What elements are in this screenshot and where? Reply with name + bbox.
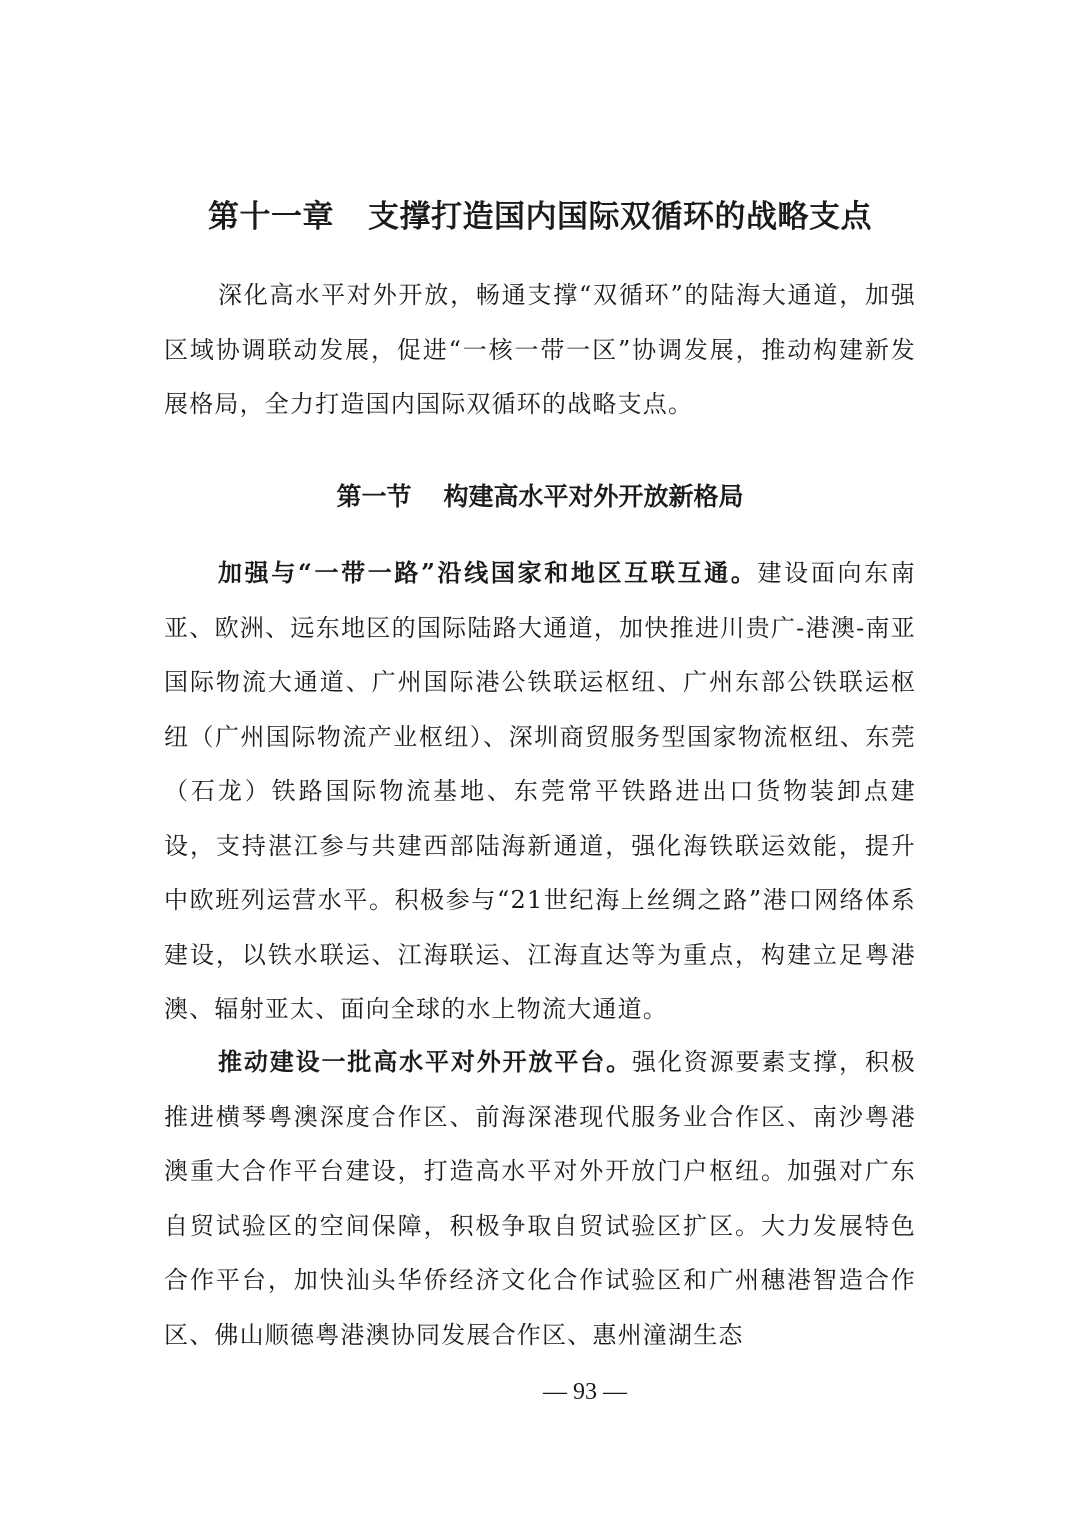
body-paragraph (164, 1035, 916, 1362)
section-heading (0, 472, 1080, 522)
section-number: 第一节 (336, 482, 412, 511)
paragraph-lead-sentence: 加强与“一带一路”沿线国家和地区互联互通。 (218, 558, 758, 587)
chapter-heading (0, 190, 1080, 244)
section-title: 构建高水平对外开放新格局 (443, 482, 744, 511)
page-number: — 93 — (543, 1379, 627, 1405)
paragraph-lead-sentence: 推动建设一批高水平对外开放平台。 (218, 1047, 633, 1076)
chapter-number: 第十一章 (208, 199, 334, 235)
intro-paragraph: 深化高水平对外开放，畅通支撑“双循环”的陆海大通道，加强区域协调联动发展，促进“一核一带一区”协调发展，推动构建新发展格局，全力打造国内国际双循环的战略支点。 (164, 281, 916, 418)
body-paragraph (164, 546, 916, 1037)
chapter-title: 支撑打造国内国际双循环的战略支点 (368, 199, 872, 235)
paragraph-body-text: 强化资源要素支撑，积极推进横琴粤澳深度合作区、前海深港现代服务业合作区、南沙粤港澳重大合作平台建设，打造高水平对外开放门户枢纽。加强对广东自贸试验区的空间保障，积极争取自贸试验区扩区。大力发展特色合作平台，加快汕头华侨经济文化合作试验区和广州穗港智造合作区、佛山顺德粤港澳协同发展合作区、惠州潼湖生态 (164, 1048, 916, 1349)
paragraph-body-text: 建设面向东南亚、欧洲、远东地区的国际陆路大通道，加快推进川贵广-港澳-南亚国际物流大通道、广州国际港公铁联运枢纽、广州东部公铁联运枢纽（广州国际物流产业枢纽）、深圳商贸服务型国家物流枢纽、东莞（石龙）铁路国际物流基地、东莞常平铁路进出口货物装卸点建设，支持湛江参与共建西部陆海新通道，强化海铁联运效能，提升中欧班列运营水平。积极参与“21世纪海上丝绸之路”港口网络体系建设，以铁水联运、江海联运、江海直达等为重点，构建立足粤港澳、辐射亚太、面向全球的水上物流大通道。 (164, 559, 917, 1023)
